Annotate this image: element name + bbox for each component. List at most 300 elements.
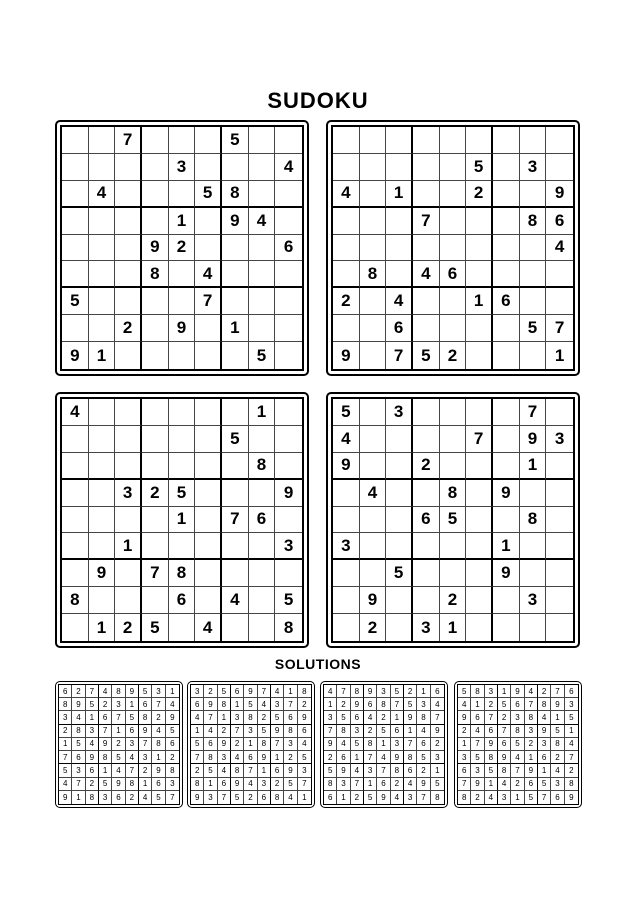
solution-cell: 9	[284, 764, 297, 777]
solution-cell: 5	[485, 764, 498, 777]
puzzle-cell	[222, 261, 249, 288]
puzzle-cell: 3	[546, 426, 573, 453]
solution-cell: 8	[351, 685, 364, 698]
solution-cell: 3	[324, 711, 337, 724]
puzzle-cell	[493, 426, 520, 453]
puzzle-cell	[360, 235, 387, 262]
puzzle-cell	[275, 560, 302, 587]
puzzle-cell	[360, 208, 387, 235]
puzzle-cell	[62, 533, 89, 560]
puzzle-cell	[386, 533, 413, 560]
solution-cell: 3	[551, 778, 564, 791]
puzzle-cell	[386, 426, 413, 453]
puzzle-cell	[62, 614, 89, 641]
puzzle-cell	[115, 426, 142, 453]
solution-cell: 8	[231, 764, 244, 777]
puzzle-cell: 2	[333, 288, 360, 315]
solution-cell: 2	[471, 791, 484, 804]
puzzle-cell: 8	[283, 617, 294, 637]
solution-cell: 3	[404, 791, 417, 804]
solution-cell: 9	[525, 764, 538, 777]
solution-cell: 1	[364, 778, 377, 791]
puzzle-cell	[360, 399, 387, 426]
puzzle-cell: 2	[142, 480, 169, 507]
solution-cell: 5	[72, 738, 85, 751]
puzzle-cell: 4	[333, 181, 360, 208]
puzzle-cell	[520, 342, 547, 369]
solution-cell: 8	[417, 711, 430, 724]
puzzle-cell	[386, 235, 413, 262]
solution-cell: 2	[377, 711, 390, 724]
puzzle-cell: 3	[333, 533, 360, 560]
puzzle-cell	[115, 235, 142, 262]
solution-cell: 5	[431, 778, 444, 791]
puzzle-cell: 4	[89, 181, 116, 208]
solution-cell: 8	[72, 725, 85, 738]
puzzle-cell	[169, 453, 196, 480]
puzzle-cell	[249, 560, 276, 587]
puzzle-cell	[222, 235, 249, 262]
puzzle-cell	[142, 127, 169, 154]
solution-cell: 4	[166, 698, 179, 711]
solution-cell: 4	[191, 711, 204, 724]
puzzle-cell	[546, 288, 573, 315]
puzzle-cell: 8	[142, 261, 169, 288]
puzzle-cell	[360, 426, 387, 453]
puzzle-cell: 1	[386, 181, 413, 208]
solution-cell: 5	[565, 711, 578, 724]
puzzle-cell	[195, 587, 222, 614]
puzzle-cell	[195, 315, 222, 342]
solution-cell: 5	[525, 791, 538, 804]
puzzle-cell	[62, 315, 89, 342]
solution-cell: 8	[485, 751, 498, 764]
solution-cell: 5	[139, 685, 152, 698]
solution-cell: 1	[112, 725, 125, 738]
puzzle-cell	[466, 453, 493, 480]
puzzle-grid-3	[60, 397, 304, 643]
puzzle-cell	[333, 154, 360, 181]
puzzle-cell	[360, 154, 387, 181]
solution-cell: 8	[244, 711, 257, 724]
solution-cell: 6	[99, 711, 112, 724]
puzzle-cell: 7	[413, 208, 440, 235]
puzzle-cell	[413, 154, 440, 181]
puzzle-cell	[386, 127, 413, 154]
puzzle-cell	[62, 560, 89, 587]
solution-cell: 8	[435, 792, 440, 802]
puzzle-cell: 8	[222, 181, 249, 208]
solution-cell: 6	[271, 764, 284, 777]
solution-cell: 1	[404, 725, 417, 738]
solution-cell: 5	[126, 711, 139, 724]
solution-cell: 7	[284, 698, 297, 711]
solution-cell: 6	[538, 751, 551, 764]
puzzle-cell	[413, 127, 440, 154]
puzzle-cell: 5	[222, 426, 249, 453]
puzzle-cell	[440, 181, 467, 208]
solution-cell: 2	[112, 738, 125, 751]
solution-cell: 9	[191, 791, 204, 804]
puzzle-cell: 8	[440, 480, 467, 507]
puzzle-cell: 8	[520, 507, 547, 534]
solution-cell: 6	[471, 711, 484, 724]
solution-cell: 9	[139, 725, 152, 738]
solution-cell: 8	[538, 698, 551, 711]
solution-cell: 2	[431, 738, 444, 751]
puzzle-cell	[89, 533, 116, 560]
puzzle-cell	[275, 127, 302, 154]
solution-cell: 1	[525, 751, 538, 764]
puzzle-cell	[360, 533, 387, 560]
puzzle-cell	[169, 261, 196, 288]
puzzle-cell	[546, 587, 573, 614]
solution-cell: 5	[404, 698, 417, 711]
puzzle-cell	[89, 480, 116, 507]
solution-cell: 2	[525, 738, 538, 751]
solution-cell: 5	[351, 738, 364, 751]
solution-cell: 5	[191, 738, 204, 751]
solution-cell: 6	[59, 685, 72, 698]
puzzle-cell	[360, 560, 387, 587]
puzzle-cell	[546, 453, 573, 480]
puzzle-cell	[333, 507, 360, 534]
solution-cell: 4	[204, 725, 217, 738]
solution-cell: 9	[569, 792, 574, 802]
solution-cell: 7	[170, 792, 175, 802]
puzzle-cell: 2	[115, 315, 142, 342]
puzzle-cell	[520, 560, 547, 587]
solution-cell: 8	[298, 685, 311, 698]
solution-cell: 2	[231, 738, 244, 751]
puzzle-cell	[142, 453, 169, 480]
solution-cell: 9	[271, 725, 284, 738]
puzzle-cell	[195, 426, 222, 453]
solution-cell: 3	[139, 751, 152, 764]
puzzle-cell	[493, 399, 520, 426]
solution-cell: 2	[99, 698, 112, 711]
puzzle-cell	[440, 399, 467, 426]
solution-cell: 7	[126, 764, 139, 777]
puzzle-cell	[440, 560, 467, 587]
solution-cell: 6	[258, 791, 271, 804]
puzzle-cell: 1	[89, 614, 116, 641]
puzzle-cell: 5	[440, 507, 467, 534]
puzzle-cell	[115, 288, 142, 315]
puzzle-cell	[222, 342, 249, 369]
solution-cell: 3	[126, 738, 139, 751]
solution-cell: 5	[244, 698, 257, 711]
solution-cell: 2	[417, 764, 430, 777]
page-title: SUDOKU	[267, 88, 369, 113]
solution-cell: 9	[498, 751, 511, 764]
puzzle-cell	[493, 181, 520, 208]
puzzle-cell	[493, 208, 520, 235]
solution-cell: 6	[244, 751, 257, 764]
solution-cell: 4	[538, 711, 551, 724]
solution-cell: 5	[377, 725, 390, 738]
puzzle-cell	[115, 261, 142, 288]
puzzle-cell: 9	[62, 342, 89, 369]
puzzle-cell	[520, 127, 547, 154]
puzzle-cell	[413, 480, 440, 507]
puzzle-cell: 9	[333, 453, 360, 480]
puzzle-cell	[115, 342, 142, 369]
puzzle-cell	[62, 181, 89, 208]
puzzle-cell	[142, 315, 169, 342]
puzzle-grid-1	[60, 125, 304, 371]
puzzle-cell	[62, 127, 89, 154]
solution-cell: 5	[258, 725, 271, 738]
solution-cell: 9	[351, 698, 364, 711]
solution-cell: 3	[72, 764, 85, 777]
solution-cell: 4	[284, 791, 297, 804]
solution-cell: 3	[204, 791, 217, 804]
solution-cell: 4	[231, 751, 244, 764]
puzzle-cell	[169, 614, 196, 641]
solution-cell: 6	[337, 751, 350, 764]
solution-cell: 1	[166, 685, 179, 698]
solution-cell: 1	[218, 711, 231, 724]
solution-cell: 8	[525, 711, 538, 724]
puzzle-cell	[169, 127, 196, 154]
puzzle-cell	[413, 315, 440, 342]
solution-cell: 6	[351, 711, 364, 724]
puzzle-cell	[249, 154, 276, 181]
solution-cell: 4	[258, 698, 271, 711]
solutions-title: SOLUTIONS	[274, 656, 362, 672]
puzzle-cell	[62, 235, 89, 262]
solution-cell: 1	[302, 792, 307, 802]
solution-cell: 2	[139, 764, 152, 777]
puzzle-cell	[520, 181, 547, 208]
solution-cell: 8	[498, 764, 511, 777]
puzzle-cell	[275, 208, 302, 235]
puzzle-cell	[546, 507, 573, 534]
puzzle-cell: 2	[360, 614, 387, 641]
puzzle-cell	[142, 587, 169, 614]
puzzle-cell	[89, 261, 116, 288]
puzzle-cell	[386, 453, 413, 480]
puzzle-cell	[360, 127, 387, 154]
puzzle-cell: 9	[142, 235, 169, 262]
solution-cell: 9	[324, 738, 337, 751]
puzzle-cell	[546, 399, 573, 426]
puzzle-cell	[440, 208, 467, 235]
solution-cell: 9	[551, 698, 564, 711]
solution-cell: 9	[86, 751, 99, 764]
solution-cell: 6	[218, 778, 231, 791]
solution-cell: 5	[59, 764, 72, 777]
puzzle-cell: 9	[222, 208, 249, 235]
puzzle-cell: 7	[195, 288, 222, 315]
solution-cell: 6	[86, 764, 99, 777]
puzzle-cell	[275, 507, 302, 534]
solution-cell: 5	[218, 685, 231, 698]
puzzle-cell: 3	[115, 480, 142, 507]
solution-cell: 6	[391, 725, 404, 738]
puzzle-cell	[333, 587, 360, 614]
solution-cell: 9	[377, 791, 390, 804]
solution-cell: 2	[284, 751, 297, 764]
solution-cell: 4	[112, 764, 125, 777]
puzzle-cell	[142, 342, 169, 369]
puzzle-cell	[142, 154, 169, 181]
solution-cell: 3	[391, 738, 404, 751]
solution-cell: 4	[485, 791, 498, 804]
solution-cell: 8	[112, 685, 125, 698]
solution-cell: 8	[324, 778, 337, 791]
puzzle-cell	[520, 480, 547, 507]
puzzle-cell	[386, 614, 413, 641]
puzzle-cell: 5	[333, 399, 360, 426]
solution-cell: 7	[139, 738, 152, 751]
solution-cell: 9	[258, 751, 271, 764]
solution-cell: 7	[99, 725, 112, 738]
solution-cell: 9	[485, 738, 498, 751]
puzzle-cell	[275, 315, 302, 342]
solution-cell: 3	[112, 698, 125, 711]
puzzle-cell	[546, 261, 573, 288]
solution-cell: 3	[258, 778, 271, 791]
solution-cell: 3	[271, 698, 284, 711]
puzzle-cell: 4	[195, 614, 222, 641]
solution-cell: 1	[59, 738, 72, 751]
solution-cell: 9	[218, 738, 231, 751]
solution-cell: 2	[86, 778, 99, 791]
solution-cell: 2	[458, 725, 471, 738]
puzzle-grid-4	[331, 397, 575, 643]
puzzle-cell: 9	[493, 480, 520, 507]
puzzle-cell	[466, 235, 493, 262]
solution-cell: 3	[218, 751, 231, 764]
puzzle-cell	[195, 127, 222, 154]
solution-cell: 1	[86, 711, 99, 724]
puzzle-cell	[466, 480, 493, 507]
solution-cell: 9	[538, 725, 551, 738]
solution-cell: 9	[458, 711, 471, 724]
puzzle-cell	[333, 560, 360, 587]
solution-cell: 4	[471, 725, 484, 738]
puzzle-cell	[89, 399, 116, 426]
puzzle-cell	[333, 480, 360, 507]
solution-cell: 7	[525, 698, 538, 711]
puzzle-cell	[546, 154, 573, 181]
puzzle-cell: 4	[222, 587, 249, 614]
solution-cell: 1	[377, 738, 390, 751]
solution-cell: 7	[72, 778, 85, 791]
solution-cell: 2	[485, 698, 498, 711]
solution-cell: 2	[364, 725, 377, 738]
puzzle-cell	[413, 560, 440, 587]
puzzle-cell	[360, 453, 387, 480]
puzzle-grid-2	[331, 125, 575, 371]
puzzle-cell	[493, 342, 520, 369]
solution-cell: 2	[204, 685, 217, 698]
solution-cell: 6	[139, 698, 152, 711]
solution-cell: 2	[498, 711, 511, 724]
puzzle-cell: 8	[360, 261, 387, 288]
solution-cell: 1	[391, 711, 404, 724]
solution-cell: 4	[218, 764, 231, 777]
puzzle-cell	[249, 235, 276, 262]
puzzle-cell	[89, 235, 116, 262]
solution-cell: 7	[271, 738, 284, 751]
puzzle-cell: 4	[386, 288, 413, 315]
puzzle-cell: 2	[413, 453, 440, 480]
puzzle-cell	[249, 288, 276, 315]
solution-cell: 3	[284, 738, 297, 751]
solution-cell: 4	[99, 685, 112, 698]
solution-cell: 3	[166, 778, 179, 791]
solution-cell: 1	[498, 685, 511, 698]
puzzle-cell	[62, 426, 89, 453]
solution-cell: 7	[244, 764, 257, 777]
puzzle-cell: 4	[333, 426, 360, 453]
solution-cell: 1	[284, 685, 297, 698]
puzzle-cell: 1	[249, 399, 276, 426]
puzzle-cell	[275, 342, 302, 369]
solution-cell: 6	[485, 725, 498, 738]
puzzle-cell	[89, 453, 116, 480]
puzzle-cell	[333, 235, 360, 262]
solution-cell: 3	[59, 711, 72, 724]
solution-cell: 8	[191, 778, 204, 791]
solution-cell: 9	[404, 711, 417, 724]
solution-cell: 4	[511, 751, 524, 764]
solution-cell: 4	[417, 725, 430, 738]
puzzle-cell	[440, 154, 467, 181]
puzzle-cell	[275, 453, 302, 480]
solution-cell: 3	[511, 711, 524, 724]
solution-cell: 3	[417, 698, 430, 711]
puzzle-cell	[520, 533, 547, 560]
puzzle-cell	[142, 507, 169, 534]
solution-cell: 7	[404, 738, 417, 751]
solution-cell: 7	[377, 764, 390, 777]
puzzle-cell	[493, 261, 520, 288]
puzzle-cell: 9	[169, 315, 196, 342]
solution-cell: 9	[99, 738, 112, 751]
solution-cell: 3	[86, 725, 99, 738]
solution-cell: 1	[72, 791, 85, 804]
solution-cell: 3	[364, 764, 377, 777]
solution-cell: 5	[337, 711, 350, 724]
solution-cell: 8	[551, 738, 564, 751]
puzzle-cell	[115, 453, 142, 480]
solution-cell: 8	[99, 751, 112, 764]
puzzle-cell	[222, 614, 249, 641]
puzzle-cell	[466, 315, 493, 342]
solution-cell: 2	[404, 685, 417, 698]
solution-cell: 7	[258, 685, 271, 698]
solution-cell: 7	[351, 778, 364, 791]
solution-cell: 9	[298, 711, 311, 724]
solution-cell: 3	[485, 685, 498, 698]
puzzle-cell: 7	[546, 315, 573, 342]
solution-cell: 6	[404, 764, 417, 777]
puzzle-cell	[169, 181, 196, 208]
puzzle-cell	[466, 507, 493, 534]
puzzle-cell	[413, 533, 440, 560]
puzzle-cell	[333, 261, 360, 288]
solution-cell: 7	[298, 778, 311, 791]
puzzle-cell: 6	[275, 235, 302, 262]
puzzle-cell	[195, 560, 222, 587]
puzzle-cell	[360, 288, 387, 315]
puzzle-cell	[249, 127, 276, 154]
solution-cell: 8	[59, 698, 72, 711]
